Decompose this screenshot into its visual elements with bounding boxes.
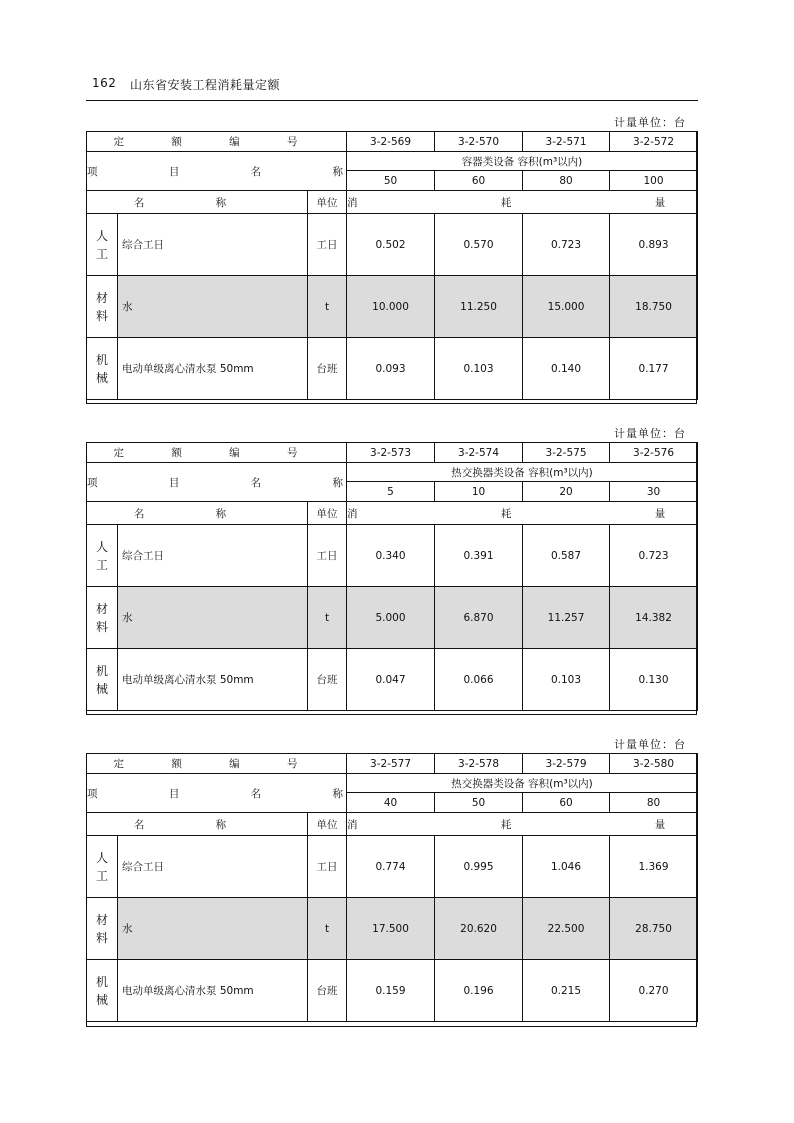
consumption-value: 22.500	[523, 898, 610, 960]
consumption-value: 14.382	[610, 587, 698, 649]
spec-value: 80	[610, 793, 698, 813]
item-name-label: 项 目 名 称	[87, 152, 347, 191]
consumption-value: 0.066	[435, 649, 523, 711]
quota-table	[86, 131, 736, 400]
consumption-value: 18.750	[610, 276, 698, 338]
item-name-label: 项 目 名 称	[87, 463, 347, 502]
consumption-value: 0.140	[523, 338, 610, 400]
resource-unit: 台班	[308, 960, 347, 1022]
category-heading: 热交换器类设备 容积(m³以内)	[347, 774, 698, 793]
consumption-value: 0.130	[610, 649, 698, 711]
consumption-value: 0.570	[435, 214, 523, 276]
category-cell: 人工	[87, 525, 118, 587]
quota-no-label: 定 额 编 号	[87, 443, 347, 463]
spec-value: 100	[610, 171, 698, 191]
table-row	[87, 836, 698, 898]
consumption-value: 0.340	[347, 525, 435, 587]
quota-code: 3-2-576	[610, 443, 698, 463]
resource-name: 综合工日	[118, 214, 308, 276]
resource-unit: t	[308, 898, 347, 960]
consumption-value: 0.159	[347, 960, 435, 1022]
consumption-value: 0.502	[347, 214, 435, 276]
category-cell: 材料	[87, 276, 118, 338]
spec-value: 40	[347, 793, 435, 813]
category-cell: 材料	[87, 587, 118, 649]
consumption-value: 11.250	[435, 276, 523, 338]
resource-unit: 工日	[308, 214, 347, 276]
consumption-value: 0.391	[435, 525, 523, 587]
resource-name: 综合工日	[118, 525, 308, 587]
consumption-value: 0.103	[435, 338, 523, 400]
consumption-header: 消 耗 量	[347, 502, 698, 525]
consumption-value: 0.215	[523, 960, 610, 1022]
quota-code: 3-2-570	[435, 132, 523, 152]
spec-value: 60	[523, 793, 610, 813]
resource-unit: 台班	[308, 649, 347, 711]
name-column-header: 名 称	[87, 813, 308, 836]
quota-code: 3-2-579	[523, 754, 610, 774]
quota-code: 3-2-580	[610, 754, 698, 774]
quota-code: 3-2-577	[347, 754, 435, 774]
table-row	[87, 525, 698, 587]
quota-code: 3-2-572	[610, 132, 698, 152]
resource-name: 水	[118, 276, 308, 338]
header-rule	[86, 100, 698, 101]
spec-value: 30	[610, 482, 698, 502]
table-row	[87, 587, 698, 649]
quota-code: 3-2-571	[523, 132, 610, 152]
name-column-header: 名 称	[87, 191, 308, 214]
unit-note: 计量单位：台	[614, 738, 686, 751]
category-cell: 机械	[87, 960, 118, 1022]
page-header	[88, 74, 698, 100]
resource-name: 电动单级离心清水泵 50mm	[118, 338, 308, 400]
consumption-value: 11.257	[523, 587, 610, 649]
resource-name: 电动单级离心清水泵 50mm	[118, 649, 308, 711]
consumption-value: 0.995	[435, 836, 523, 898]
category-cell: 机械	[87, 649, 118, 711]
quota-code: 3-2-575	[523, 443, 610, 463]
consumption-header: 消 耗 量	[347, 191, 698, 214]
spec-value: 10	[435, 482, 523, 502]
quota-no-label: 定 额 编 号	[87, 132, 347, 152]
item-name-label: 项 目 名 称	[87, 774, 347, 813]
resource-name: 水	[118, 587, 308, 649]
table-row	[87, 649, 698, 711]
quota-table	[86, 753, 736, 1022]
consumption-value: 1.369	[610, 836, 698, 898]
spec-value: 20	[523, 482, 610, 502]
resource-unit: t	[308, 587, 347, 649]
consumption-value: 0.093	[347, 338, 435, 400]
unit-column-header: 单位	[308, 813, 347, 836]
consumption-value: 20.620	[435, 898, 523, 960]
quota-code: 3-2-573	[347, 443, 435, 463]
unit-note: 计量单位：台	[614, 427, 686, 440]
spec-value: 80	[523, 171, 610, 191]
page-number: 162	[92, 76, 117, 90]
consumption-value: 0.774	[347, 836, 435, 898]
consumption-value: 0.723	[610, 525, 698, 587]
consumption-value: 0.047	[347, 649, 435, 711]
consumption-value: 0.893	[610, 214, 698, 276]
unit-note: 计量单位：台	[614, 116, 686, 129]
quota-code: 3-2-574	[435, 443, 523, 463]
quota-code: 3-2-569	[347, 132, 435, 152]
table-row	[87, 276, 698, 338]
resource-unit: 台班	[308, 338, 347, 400]
consumption-header: 消 耗 量	[347, 813, 698, 836]
consumption-value: 5.000	[347, 587, 435, 649]
table-row	[87, 214, 698, 276]
consumption-value: 0.103	[523, 649, 610, 711]
consumption-value: 0.587	[523, 525, 610, 587]
consumption-value: 17.500	[347, 898, 435, 960]
table-row	[87, 960, 698, 1022]
category-heading: 容器类设备 容积(m³以内)	[347, 152, 698, 171]
quota-code: 3-2-578	[435, 754, 523, 774]
consumption-value: 0.177	[610, 338, 698, 400]
consumption-value: 0.196	[435, 960, 523, 1022]
resource-name: 水	[118, 898, 308, 960]
consumption-value: 28.750	[610, 898, 698, 960]
consumption-value: 0.723	[523, 214, 610, 276]
quota-table	[86, 442, 736, 711]
consumption-value: 0.270	[610, 960, 698, 1022]
table-row	[87, 338, 698, 400]
consumption-value: 10.000	[347, 276, 435, 338]
consumption-value: 6.870	[435, 587, 523, 649]
category-heading: 热交换器类设备 容积(m³以内)	[347, 463, 698, 482]
book-title: 山东省安装工程消耗量定额	[130, 78, 281, 92]
table-row	[87, 898, 698, 960]
resource-unit: t	[308, 276, 347, 338]
spec-value: 5	[347, 482, 435, 502]
unit-column-header: 单位	[308, 191, 347, 214]
resource-unit: 工日	[308, 836, 347, 898]
resource-name: 综合工日	[118, 836, 308, 898]
resource-name: 电动单级离心清水泵 50mm	[118, 960, 308, 1022]
consumption-value: 15.000	[523, 276, 610, 338]
category-cell: 人工	[87, 214, 118, 276]
category-cell: 机械	[87, 338, 118, 400]
spec-value: 50	[435, 793, 523, 813]
unit-column-header: 单位	[308, 502, 347, 525]
category-cell: 材料	[87, 898, 118, 960]
consumption-value: 1.046	[523, 836, 610, 898]
quota-no-label: 定 额 编 号	[87, 754, 347, 774]
spec-value: 50	[347, 171, 435, 191]
category-cell: 人工	[87, 836, 118, 898]
resource-unit: 工日	[308, 525, 347, 587]
name-column-header: 名 称	[87, 502, 308, 525]
spec-value: 60	[435, 171, 523, 191]
